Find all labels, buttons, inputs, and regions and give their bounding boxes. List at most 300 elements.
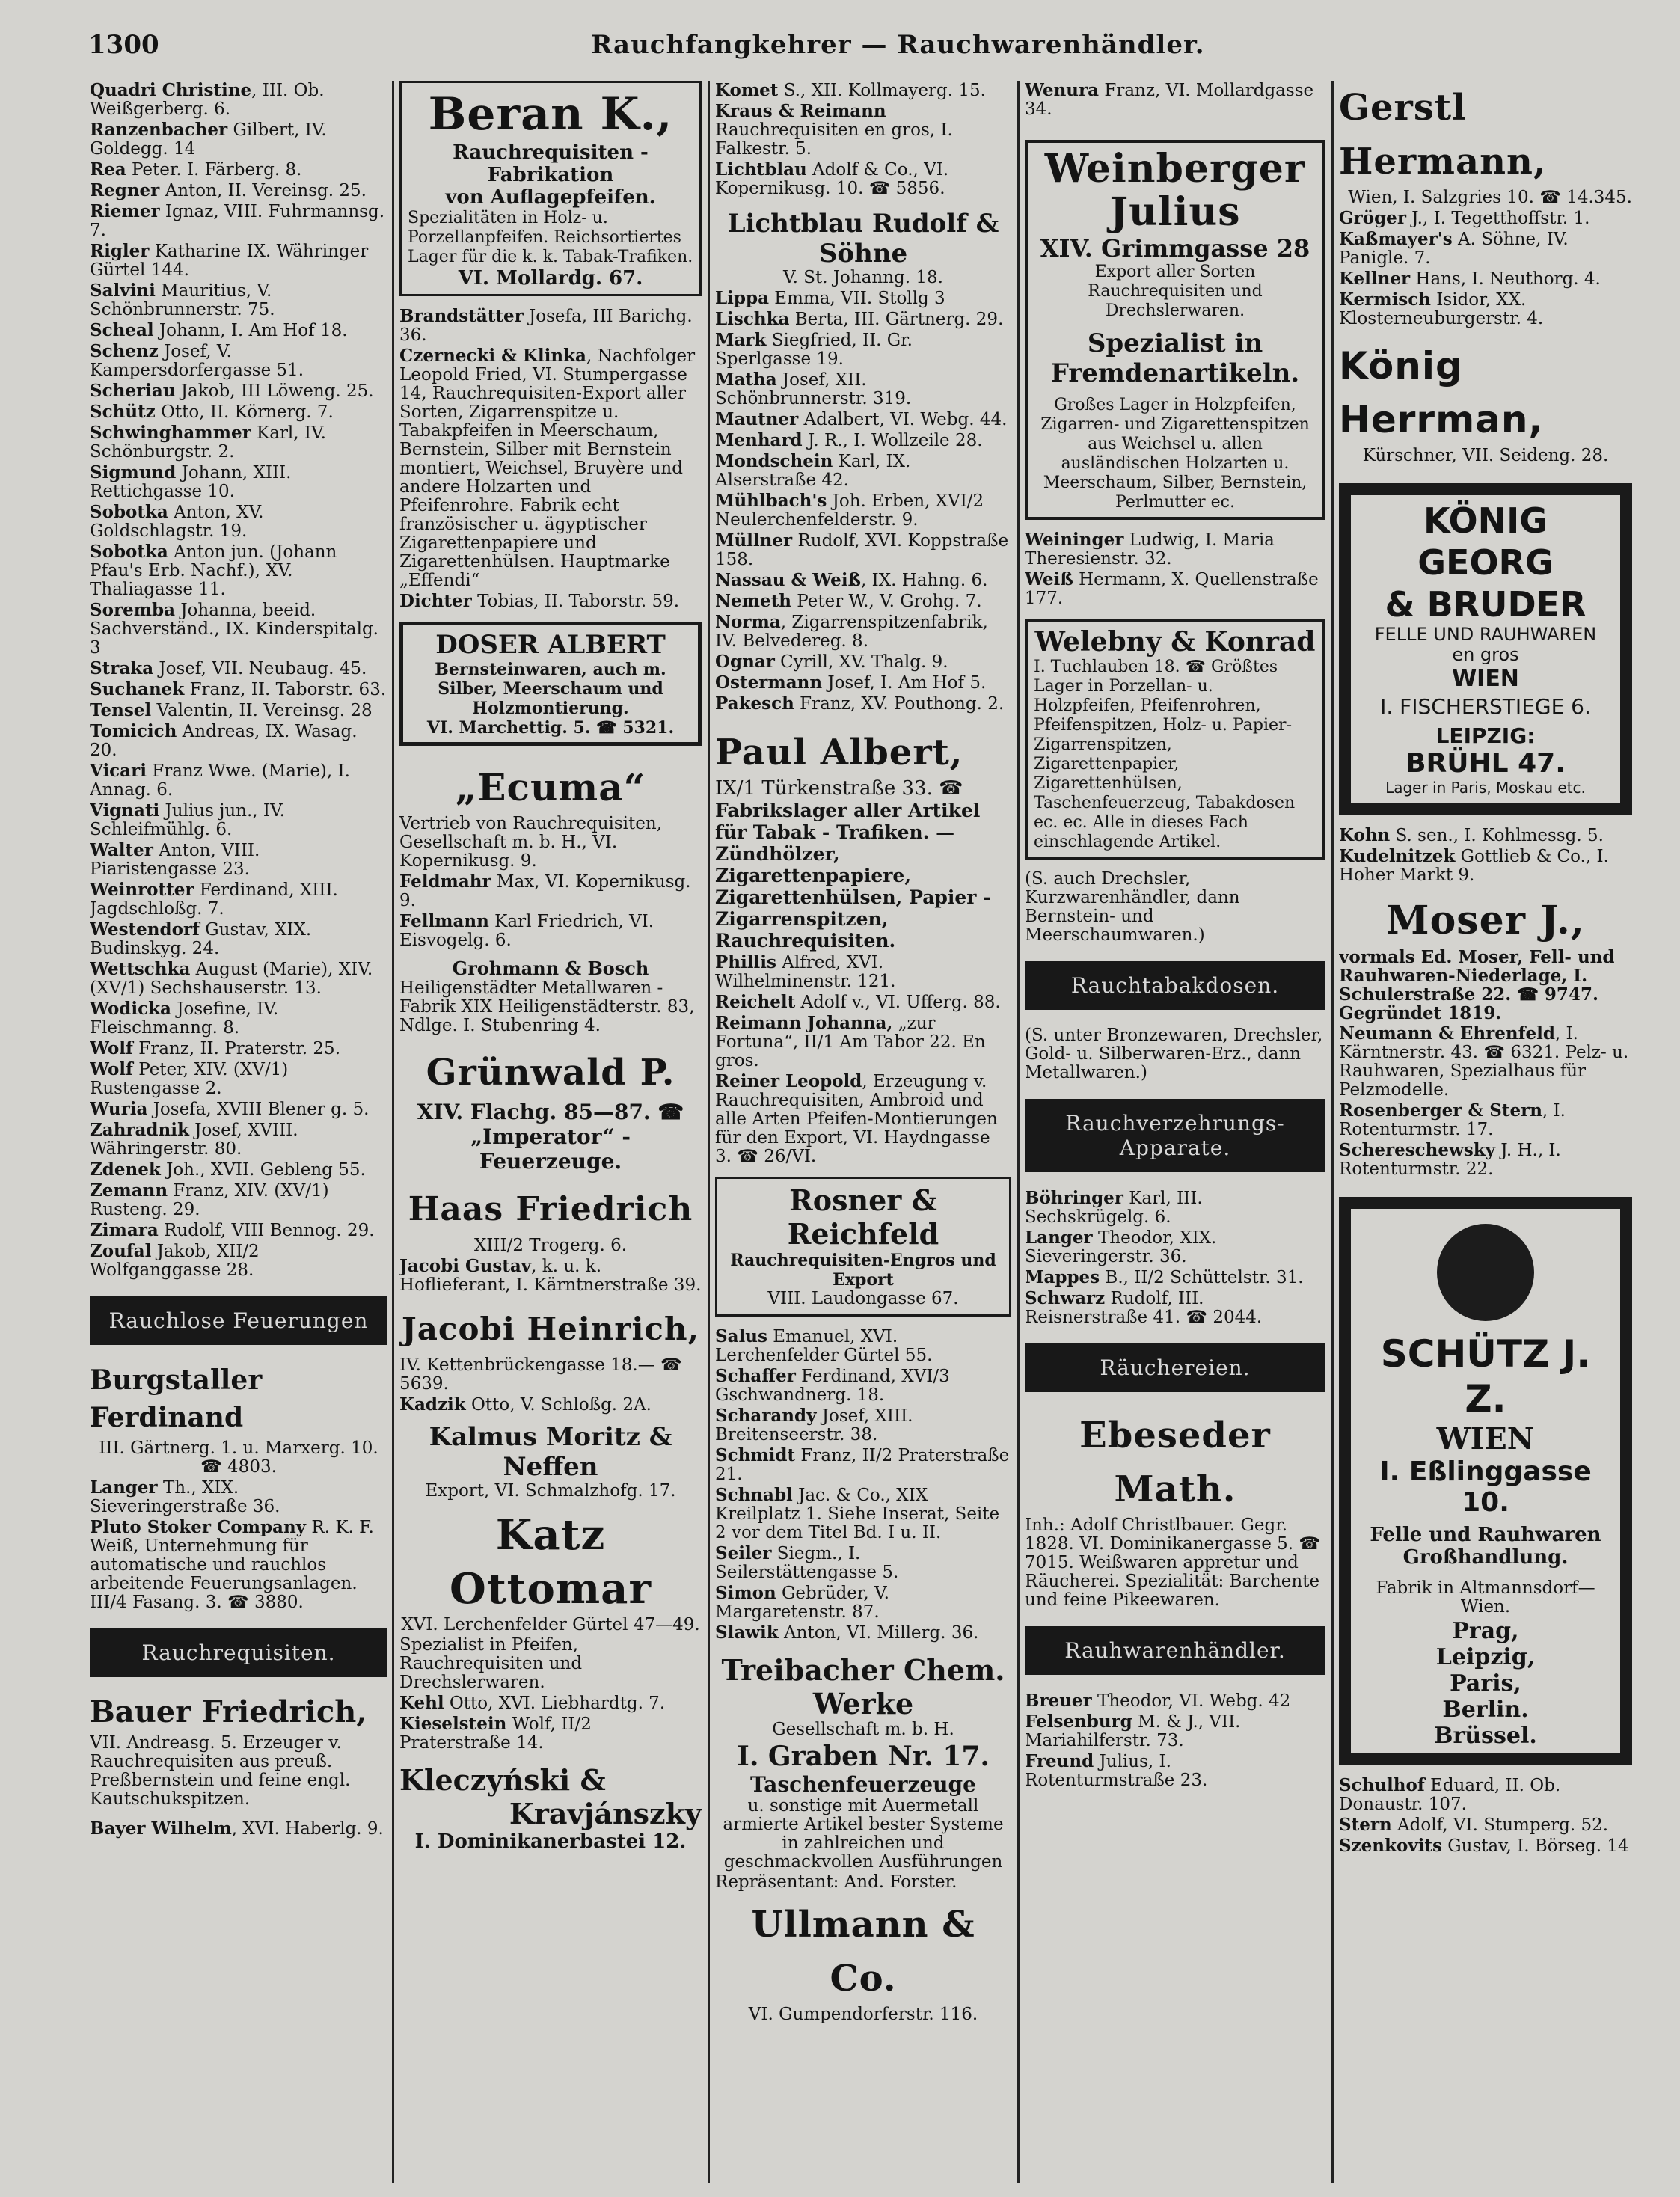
entry-list — [90, 1478, 387, 1612]
list-item-details: Eduard, II. Ob. Donaustr. 107. — [1339, 1776, 1561, 1814]
list-item — [90, 281, 387, 319]
list-item-details: Franz, II/2 Praterstraße 21. — [715, 1446, 1010, 1484]
ad-gruenwald-name: Grünwald P. — [426, 1052, 675, 1094]
list-item-details: Jakob, III Löweng. 25. — [175, 382, 374, 401]
list-item-name: Lischka — [715, 309, 790, 329]
list-item — [1025, 1228, 1325, 1266]
ad-schuetz — [1339, 1197, 1632, 1765]
list-item-name: Schulhof — [1339, 1775, 1425, 1795]
ad-schuetz-text: Fabrik in Altmannsdorf—Wien. — [1376, 1578, 1595, 1617]
list-item-name: Walter — [90, 840, 153, 860]
list-item-name: Sobotka — [90, 502, 168, 522]
list-item — [90, 382, 387, 401]
list-item — [1339, 1141, 1632, 1179]
list-item-name: Zahradnik — [90, 1120, 189, 1140]
ad-katz-name: Katz Ottomar — [450, 1510, 652, 1614]
list-item — [399, 592, 702, 611]
list-item-name: Stern — [1339, 1815, 1392, 1835]
list-item-name: Scheal — [90, 320, 154, 340]
ad-kalmus-name: Kalmus Moritz & Neffen — [429, 1422, 672, 1482]
list-item — [399, 1257, 702, 1295]
ad-koenig-georg — [1339, 483, 1632, 815]
ad-weinberger-address: XIV. Grimmgasse 28 — [1040, 234, 1310, 263]
ad-koenig-georg-name: & BRUDER — [1385, 584, 1587, 625]
ad-katz-text: Spezialist in Pfeifen, Rauchrequisiten und Drechslerwaren. — [399, 1635, 583, 1692]
column-rule — [1017, 81, 1020, 2183]
list-item — [90, 1060, 387, 1098]
list-item-name: Kellner — [1339, 269, 1411, 289]
list-item — [1339, 1815, 1632, 1835]
list-item-name: Zoufal — [90, 1241, 152, 1261]
list-item — [90, 1242, 387, 1280]
list-item-name: Müllner — [715, 530, 793, 551]
list-item-details: Joh. Erben, XVI/2 Neulerchenfelderstr. 9. — [715, 491, 984, 530]
list-item — [90, 659, 387, 678]
list-item-name: Menhard — [715, 430, 803, 450]
list-item — [90, 722, 387, 760]
ad-paul-text: Fabrikslager aller Artikel für Tabak - Trafiken. — Zündhölzer, Zigarettenpapiere, Zigarettenhülsen, Papier - Zigarrenspitzen, Rauchrequisiten. — [715, 800, 991, 952]
ad-koenig-georg-text: en gros — [1452, 644, 1519, 665]
entry-list — [1025, 530, 1325, 608]
list-item-details: Josef, I. Am Hof 5. — [822, 673, 987, 693]
ad-kleczynski-line: Kravjánszky — [509, 1797, 702, 1830]
running-head: Rauchfangkehrer — Rauchwarenhändler. — [591, 30, 1205, 60]
ad-ullmann-name: Ullmann & Co. — [751, 1904, 975, 2000]
list-item — [90, 242, 387, 280]
ad-rosner-name: Rosner & Reichfeld — [787, 1183, 939, 1251]
list-item — [90, 999, 387, 1038]
list-item — [90, 701, 387, 720]
list-item — [90, 503, 387, 541]
list-item-name: Sobotka — [90, 542, 168, 562]
list-item-details: Berta, III. Gärtnerg. 29. — [789, 310, 1004, 329]
eagle-emblem-icon — [1437, 1224, 1534, 1321]
list-item-details: B., II/2 Schüttelstr. 31. — [1100, 1268, 1304, 1287]
ad-weinberger — [1025, 140, 1325, 520]
list-item-name: Wettschka — [90, 959, 191, 979]
list-item-name: Rosenberger & Stern — [1339, 1100, 1542, 1121]
entry-list — [1339, 826, 1632, 885]
list-item-details: M. & J., VII. Mariahilferstr. 73. — [1025, 1712, 1241, 1750]
list-item — [1339, 1836, 1632, 1856]
list-item-details: Gottlieb & Co., I. Hoher Markt 9. — [1339, 847, 1609, 885]
ad-koenig-georg-address: BRÜHL 47. — [1405, 748, 1566, 779]
list-item-details: , Zigarrenspitzenfabrik, IV. Belvedereg. 8. — [715, 613, 988, 651]
ad-beran-line: von Auflagepfeifen. — [445, 186, 656, 209]
list-item-details: Anton, XV. Goldschlagstr. 19. — [90, 503, 264, 541]
ad-jacobi-name: Jacobi Heinrich, — [401, 1311, 700, 1347]
list-item-name: Suchanek — [90, 679, 185, 699]
list-item-name: Kohn — [1339, 825, 1391, 845]
ad-ebeseder-name: Ebeseder Math. — [1079, 1415, 1271, 1510]
list-item-name: Wolf — [90, 1059, 133, 1079]
list-item — [715, 993, 1011, 1012]
ad-ullmann-address: VI. Gumpendorferstr. 116. — [748, 2005, 978, 2024]
ad-rosner — [715, 1177, 1011, 1317]
list-item — [715, 1072, 1011, 1166]
list-item-name: Wenura — [1025, 81, 1100, 100]
list-item-details: Franz, II. Taborstr. 63. — [184, 680, 387, 699]
list-item-name: Böhringer — [1025, 1188, 1123, 1208]
ad-doser-text: Bernsteinwaren, auch m. Silber, Meerschaum und Holzmontierung. — [435, 660, 666, 718]
ad-treibacher-slogan: Taschenfeuerzeuge — [750, 1772, 976, 1797]
section-header: Rauchtabakdosen. — [1025, 961, 1325, 1010]
list-item — [90, 342, 387, 380]
list-item-name: Weiß — [1025, 569, 1073, 589]
list-item — [90, 680, 387, 699]
entry-list — [90, 81, 387, 1280]
list-item-name: Czernecki & Klinka — [399, 346, 586, 366]
ad-schuetz-name: SCHÜTZ J. Z. — [1380, 1332, 1591, 1421]
list-item-details: Rudolf, III. Reisnerstraße 41. ☎ 2044. — [1025, 1289, 1263, 1327]
list-item-name: Zimara — [90, 1220, 159, 1240]
list-item-details: Josef, V. Kampersdorfergasse 51. — [90, 342, 304, 380]
list-item — [90, 880, 387, 919]
entry-list — [1339, 209, 1632, 328]
ad-schuetz-address: I. Eßlinggasse 10. — [1379, 1456, 1592, 1518]
list-item — [1025, 1289, 1325, 1327]
list-item-name: Soremba — [90, 600, 176, 620]
list-item-details: „zur Fortuna“, II/1 Am Tabor 22. En gros. — [715, 1014, 986, 1070]
list-item-name: Salvini — [90, 281, 156, 301]
list-item-details: Otto, XVI. Liebhardtg. 7. — [444, 1694, 666, 1713]
list-item — [715, 1014, 1011, 1070]
list-item — [399, 1715, 702, 1753]
ad-schuetz-branch: Brüssel. — [1434, 1723, 1537, 1749]
list-item — [90, 321, 387, 340]
ad-gruenwald-slogan: „Imperator“ - Feuerzeuge. — [470, 1124, 631, 1174]
list-item — [1339, 209, 1632, 228]
list-item — [715, 1584, 1011, 1622]
list-item-name: Reiner Leopold — [715, 1071, 862, 1091]
list-item — [715, 1486, 1011, 1542]
ad-rosner-text: Rauchrequisiten-Engros und Export — [730, 1251, 996, 1290]
entry-list — [399, 1395, 702, 1415]
list-item — [715, 331, 1011, 369]
list-item — [715, 491, 1011, 530]
list-item — [715, 310, 1011, 329]
list-item-name: Rigler — [90, 241, 150, 261]
list-item-details: , k. u. k. Hoflieferant, I. Kärntnerstraße 39. — [399, 1257, 702, 1295]
list-item — [90, 160, 387, 180]
ad-schuetz-text: Felle und Rauhwaren Großhandlung. — [1370, 1524, 1601, 1569]
list-item-name: Kermisch — [1339, 289, 1431, 310]
list-item — [90, 762, 387, 800]
ad-rosner-address: VIII. Laudongasse 67. — [767, 1289, 959, 1308]
list-item-details: Ferdinand, XVI/3 Gschwandnerg. 18. — [715, 1367, 950, 1405]
list-item — [1339, 230, 1632, 268]
list-item-name: Tomicich — [90, 721, 177, 741]
ad-schuetz-branch: Prag, — [1452, 1618, 1519, 1644]
list-item — [90, 801, 387, 839]
list-item-name: Kraus & Reimann — [715, 101, 886, 121]
list-item — [90, 1518, 387, 1612]
list-item-details: Karl, III. Sechskrügelg. 6. — [1025, 1189, 1203, 1227]
list-item-name: Breuer — [1025, 1691, 1092, 1711]
ad-haas-name: Haas Friedrich — [408, 1190, 693, 1228]
list-item-details: Mauritius, V. Schönbrunnerstr. 75. — [90, 281, 275, 319]
list-item-details: Rudolf, XVI. Koppstraße 158. — [715, 531, 1009, 569]
ad-bauer-address: VII. Andreasg. 5. Erzeuger v. Rauchrequisiten aus preuß. Preßbernstein und feine engl. Kautschukspitzen. — [90, 1733, 351, 1809]
list-item — [715, 613, 1011, 651]
list-item-name: Pluto Stoker Company — [90, 1517, 307, 1537]
list-item-name: Zdenek — [90, 1159, 161, 1180]
ad-moser-name: Moser J., — [1386, 898, 1585, 943]
ad-jacobi-address: IV. Kettenbrückengasse 18.— ☎ 5639. — [399, 1355, 682, 1394]
list-item-name: Riemer — [90, 201, 160, 221]
list-item-details: Anton, VI. Millerg. 36. — [778, 1623, 979, 1643]
section-header: Rauchrequisiten. — [90, 1628, 387, 1677]
list-item-name: Mark — [715, 330, 767, 350]
list-item-name: Schütz — [90, 402, 156, 422]
list-item-details: J., I. Tegetthoffstr. 1. — [1405, 209, 1590, 228]
list-item-name: Schenz — [90, 341, 159, 361]
list-item-details: Johanna, beeid. Sachverständ., IX. Kinderspitalg. 3 — [90, 601, 378, 658]
ad-kalmus-address: Export, VI. Schmalzhofg. 17. — [425, 1481, 676, 1501]
list-item-details: Adolf v., VI. Ufferg. 88. — [795, 993, 1001, 1012]
entry-list — [1025, 1189, 1325, 1327]
ad-beran-address: VI. Mollardg. 67. — [458, 267, 643, 289]
ad-beran — [399, 81, 702, 296]
ad-weinberger-spec: Spezialist in Fremdenartikeln. — [1050, 328, 1300, 388]
list-item-details: , I. Kärntnerstr. 43. ☎ 6321. Pelz- u. Rauhwaren, Spezialhaus für Pelzmodelle. — [1339, 1024, 1629, 1100]
section-header: Rauchlose Feuerungen — [90, 1296, 387, 1345]
list-item — [1339, 847, 1632, 885]
list-item-details: Johann, XIII. Rettichgasse 10. — [90, 463, 292, 501]
list-item — [715, 1367, 1011, 1405]
list-item-details: A. Söhne, IV. Panigle. 7. — [1339, 230, 1569, 268]
list-item-details: Theodor, XIX. Sieveringerstr. 36. — [1025, 1228, 1217, 1266]
ad-moser-text: vormals Ed. Moser, Fell- und Rauhwaren-Niederlage, I. Schulerstraße 22. ☎ 9747. Gegründet 1819. — [1339, 947, 1615, 1023]
list-item-details: , Nachfolger Leopold Fried, VI. Stumpergasse 14, Rauchrequisiten-Export aller Sorten, Zigarrenspitze u. Tabakpfeifen in Meerschaum, Bernstein, Silber mit Bernstein montiert, Weichsel, Bruyère und andere Holzarten und Pfeifenrohre. Fabrik echt französischer u. ägyptischer Zigarettenpapiere und Zigarettenhülsen. Hauptmarke „Effendi“ — [399, 346, 696, 590]
ad-burgstaller-address: III. Gärtnerg. 1. u. Marxerg. 10. ☎ 4803. — [99, 1438, 378, 1477]
column-1 — [90, 81, 387, 2183]
list-item — [399, 307, 702, 345]
entry-list — [399, 872, 702, 950]
list-item-name: Gröger — [1339, 208, 1406, 228]
ad-grohmann-name: Grohmann & Bosch — [452, 957, 649, 979]
entry-list — [715, 289, 1011, 714]
ad-koenig-georg-city: WIEN — [1452, 666, 1519, 692]
list-item-details: Andreas, IX. Wasag. 20. — [90, 722, 358, 760]
list-item — [1025, 1691, 1325, 1711]
ad-koenig-georg-address: I. FISCHERSTIEGE 6. — [1380, 694, 1591, 719]
list-item-details: Peter. I. Färberg. 8. — [126, 160, 302, 180]
list-item-details: Franz, XV. Pouthong. 2. — [794, 694, 1005, 714]
ad-schuetz-branch: Leipzig, — [1435, 1644, 1536, 1670]
list-item-details: , III. Ob. Weißgerberg. 6. — [90, 81, 325, 119]
list-item: Bayer Wilhelm, XVI. Haberlg. 9. — [90, 1818, 384, 1839]
list-item-details: Josefine, IV. Fleischmanng. 8. — [90, 999, 279, 1038]
column-rule — [392, 81, 394, 2183]
list-item — [715, 81, 1011, 100]
list-item-name: Ranzenbacher — [90, 120, 228, 140]
ad-schuetz-branches — [1357, 1618, 1614, 1749]
ad-schuetz-city: WIEN — [1436, 1421, 1535, 1456]
list-item-name: Schmidt — [715, 1445, 796, 1465]
list-item-name: Kudelnitzek — [1339, 846, 1456, 866]
ad-welebny-text: I. Tuchlauben 18. ☎ Größtes Lager in Porzellan- u. Holzpfeifen, Pfeifenrohren, Pfeifenspitzen, Holz- u. Papier-Zigarrenspitzen, Zigarettenpapier, Zigarettenhülsen, Taschenfeuerzeug, Tabakdosen ec. ec. Alle in dieses Fach einschlagende Artikel. — [1034, 658, 1296, 851]
list-item-details: Hermann, X. Quellenstraße 177. — [1025, 570, 1319, 608]
ad-treibacher-rep: Repräsentant: And. Forster. — [715, 1872, 957, 1892]
list-item-name: Brandstätter — [399, 306, 524, 326]
list-item-details: Johann, I. Am Hof 18. — [153, 321, 348, 340]
list-item-name: Weinrotter — [90, 880, 194, 900]
ad-katz-address: XVI. Lerchenfelder Gürtel 47—49. — [401, 1615, 700, 1634]
entry-list — [399, 307, 702, 611]
list-item-details: Franz, II. Praterstr. 25. — [132, 1039, 341, 1058]
list-item-details: Joh., XVII. Gebleng 55. — [160, 1160, 366, 1180]
ad-koenig-georg-name: KÖNIG GEORG — [1417, 500, 1554, 583]
list-item — [1025, 81, 1325, 119]
ad-koenig-name: König Herrman, — [1339, 344, 1544, 441]
list-item-details: Tobias, II. Taborstr. 59. — [471, 592, 680, 611]
list-item-details: Cyrill, XV. Thalg. 9. — [774, 652, 948, 672]
list-item-name: Schnabl — [715, 1485, 793, 1505]
list-item — [715, 410, 1011, 429]
list-item-details: J. H., I. Rotenturmstr. 22. — [1339, 1141, 1561, 1179]
column-5 — [1339, 81, 1632, 2183]
list-item — [90, 463, 387, 501]
ad-koenig-georg-text: Lager in Paris, Moskau etc. — [1385, 779, 1586, 797]
list-item — [715, 370, 1011, 408]
list-item — [399, 1395, 702, 1415]
list-item — [715, 1544, 1011, 1582]
list-item — [715, 289, 1011, 308]
list-item — [90, 601, 387, 658]
list-item-name: Neumann & Ehrenfeld — [1339, 1023, 1555, 1044]
list-item — [715, 160, 1011, 198]
list-item — [90, 1100, 387, 1119]
list-item — [1339, 1101, 1632, 1139]
list-item-details: Julius jun., IV. Schleifmühlg. 6. — [90, 801, 285, 839]
list-item-name: Nassau & Weiß — [715, 570, 862, 590]
list-item-name: Schwarz — [1025, 1288, 1106, 1308]
list-item-name: Schwinghammer — [90, 423, 251, 443]
list-item-details: , IX. Hahng. 6. — [861, 571, 988, 590]
list-item — [90, 1121, 387, 1159]
list-item — [1339, 269, 1632, 289]
ad-ecuma-text: Vertrieb von Rauchrequisiten, Gesellschaft m. b. H., VI. Kopernikusg. 9. — [399, 814, 663, 871]
list-item-details: Max, VI. Kopernikusg. 9. — [399, 872, 691, 910]
list-item — [715, 694, 1011, 714]
list-item-name: Felsenburg — [1025, 1712, 1132, 1732]
column-4 — [1025, 81, 1325, 2183]
list-item-details: Jakob, XII/2 Wolfganggasse 28. — [90, 1242, 260, 1280]
ad-beran-text: Spezialitäten in Holz- u. Porzellanpfeifen. Reichsortiertes Lager für die k. k. Tabak-Trafiken. — [408, 209, 693, 266]
list-item-details: Josef, XII. Schönbrunnerstr. 319. — [715, 370, 912, 408]
list-item-name: Kehl — [399, 1693, 444, 1713]
list-item — [1025, 1712, 1325, 1750]
list-item — [1025, 1752, 1325, 1790]
list-item — [90, 202, 387, 240]
cross-reference: (S. auch Drechsler, Kurzwarenhändler, dann Bernstein- und Meerschaumwaren.) — [1025, 869, 1240, 945]
list-item-name: Wodicka — [90, 999, 171, 1019]
list-item-details: Franz, VI. Mollardgasse 34. — [1025, 81, 1314, 119]
list-item-details: Alfred, XVI. Wilhelminenstr. 121. — [715, 953, 896, 991]
ad-gerstl-address: Wien, I. Salzgries 10. ☎ 14.345. — [1348, 188, 1632, 207]
list-item — [90, 423, 387, 462]
list-item-name: Simon — [715, 1583, 776, 1603]
list-item — [399, 872, 702, 910]
ad-koenig-georg-city: LEIPZIG: — [1435, 723, 1536, 748]
list-item — [90, 181, 387, 200]
cross-reference: (S. unter Bronzewaren, Drechsler, Gold- u. Silberwaren-Erz., dann Metallwaren.) — [1025, 1026, 1323, 1082]
list-item — [90, 1039, 387, 1058]
list-item-details: , Erzeugung v. Rauchrequisiten, Ambroid und alle Arten Pfeifen-Montierungen für den Export, VI. Haydngasse 3. ☎ 26/VI. — [715, 1072, 998, 1166]
list-item-name: Rea — [90, 159, 126, 180]
list-item-details: Ludwig, I. Maria Theresienstr. 32. — [1025, 530, 1275, 569]
list-item — [1025, 530, 1325, 569]
list-item-details: Karl Friedrich, VI. Eisvogelg. 6. — [399, 912, 654, 950]
list-item-name: Kadzik — [399, 1394, 466, 1415]
list-item-name: Jacobi Gustav — [399, 1256, 532, 1276]
ad-schuetz-branch: Paris, — [1450, 1670, 1521, 1697]
list-item-details: Emma, VII. Stollg 3 — [768, 289, 945, 308]
list-item-details: Valentin, II. Vereinsg. 28 — [151, 701, 373, 720]
list-item — [90, 1478, 387, 1516]
ad-weinberger-text: Export aller Sorten Rauchrequisiten und Drechslerwaren. — [1088, 263, 1263, 320]
list-item-name: Salus — [715, 1326, 767, 1346]
ad-treibacher-text: u. sonstige mit Auermetall armierte Artikel bester Systeme in zahlreichen und geschmackvollen Ausführungen — [723, 1796, 1004, 1872]
list-item-details: Otto, V. Schloßg. 2A. — [465, 1395, 652, 1415]
list-item — [90, 120, 387, 159]
ad-treibacher-name: Treibacher Chem. Werke — [721, 1653, 1005, 1720]
list-item-name: Straka — [90, 658, 154, 678]
list-item-name: Kaßmayer's — [1339, 229, 1453, 249]
list-item-name: Nemeth — [715, 591, 791, 611]
list-item-details: J. R., I. Wollzeile 28. — [802, 431, 983, 450]
ad-burgstaller-name: Burgstaller Ferdinand — [90, 1364, 263, 1433]
list-item-details: Jac. & Co., XIX Kreilplatz 1. Siehe Inserat, Seite 2 vor dem Titel Bd. I u. II. — [715, 1486, 1000, 1542]
list-item — [90, 1160, 387, 1180]
list-item-details: Josef, XIII. Breitenseerstr. 38. — [715, 1406, 913, 1444]
list-item-details: Franz Wwe. (Marie), I. Annag. 6. — [90, 762, 350, 800]
list-item-name: Ognar — [715, 652, 775, 672]
list-item — [90, 81, 387, 119]
list-item-name: Slawik — [715, 1623, 779, 1643]
list-item-details: Josefa, XVIII Blener g. 5. — [147, 1100, 370, 1119]
list-item-details: R. K. F. Weiß, Unternehmung für automatische und rauchlos arbeitende Feuerungsanlagen. III/4 Fasang. 3. ☎ 3880. — [90, 1518, 374, 1612]
list-item-details: August (Marie), XIV. (XV/1) Sechshauserstr. 13. — [90, 960, 373, 998]
list-item — [90, 920, 387, 958]
list-item-details: Anton jun. (Johann Pfau's Erb. Nachf.), XV. Thaliagasse 11. — [90, 542, 337, 599]
list-item — [715, 531, 1011, 569]
ad-kleczynski-address: I. Dominikanerbastei 12. — [414, 1830, 687, 1853]
list-item-details: Anton, II. Vereinsg. 25. — [159, 181, 367, 200]
list-item-details: Josefa, III Barichg. 36. — [399, 307, 693, 345]
ad-haas-address: XIII/2 Trogerg. 6. — [473, 1236, 628, 1255]
list-item-details: Josef, VII. Neubaug. 45. — [153, 659, 367, 678]
list-item — [399, 1694, 702, 1713]
list-item-name: Freund — [1025, 1751, 1094, 1771]
ad-ebeseder-text: Inh.: Adolf Christlbauer. Gegr. 1828. VI. Dominikanergasse 5. ☎ 7015. Weißwaren appretur und Räucherei. Spezialität: Barchente und feine Pikeewaren. — [1025, 1516, 1321, 1610]
ad-paul-address: IX/1 Türkenstraße 33. ☎ — [715, 777, 963, 800]
list-item-name: Norma — [715, 612, 781, 632]
list-item-name: Schaffer — [715, 1366, 796, 1386]
ad-beran-line: Rauchrequisiten - Fabrikation — [453, 141, 649, 186]
list-item-details: S. sen., I. Kohlmessg. 5. — [1390, 826, 1604, 845]
list-item — [715, 1623, 1011, 1643]
list-item-name: Mondschein — [715, 451, 833, 471]
list-item-details: Th., XIX. Sieveringerstraße 36. — [90, 1478, 280, 1516]
list-item-details: Otto, II. Körnerg. 7. — [155, 402, 334, 422]
list-item-name: Pakesch — [715, 693, 794, 714]
section-header: Rauchverzehrungs-Apparate. — [1025, 1099, 1325, 1172]
list-item — [715, 673, 1011, 693]
ad-schuetz-branch: Berlin. — [1442, 1697, 1529, 1723]
list-item-name: Kieselstein — [399, 1714, 507, 1734]
